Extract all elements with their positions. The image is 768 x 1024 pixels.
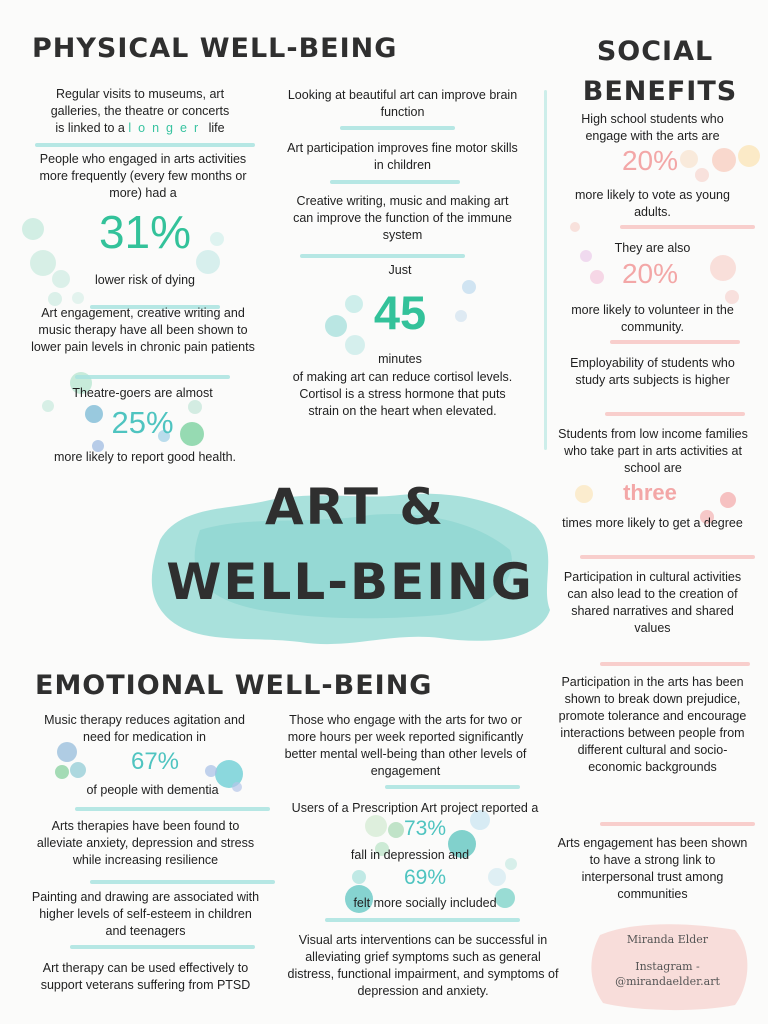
divider-bar [325,918,520,922]
title-line1: ART & [264,478,446,536]
social-heading-line2: BENEFITS [582,76,738,107]
brain-text: Looking at beautiful art can improve brain function [287,88,518,119]
just-text: Just [388,263,412,277]
stat-73: 73% [403,817,447,840]
theatre-text: Theatre-goers are almost [72,386,213,400]
prejudice-text: Participation in the arts has been shown to break down prejudice, promote tolerance and encourage interactions between people from different cultural and socio-economic backgrounds [558,675,747,774]
divider-bar [340,126,455,130]
museums-life: life [208,121,225,135]
minutes-text: minutes [378,352,422,366]
immune-text: Creative writing, music and making art can improve the function of the immune system [293,194,512,242]
emotional-heading: EMOTIONAL WELL-BEING [35,670,433,701]
social-caption: felt more socially included [353,896,497,910]
longer-word: longer [128,121,206,135]
veterans-text: Art therapy can be used effectively to support veterans suffering from PTSD [40,961,251,992]
divider-bar [580,555,755,559]
vote-caption: more likely to vote as young adults. [575,188,730,219]
income-text: Students from low income families who take part in arts activities at school are [558,427,748,475]
grief-text: Visual arts interventions can be successful in alleviating grief symptoms such as general distress, functional impairment, and symptoms of depression and anxiety. [287,933,559,998]
stat-25-caption: more likely to report good health. [53,450,237,464]
stat-67: 67% [130,748,180,775]
physical-heading: PHYSICAL WELL-BEING [32,33,398,64]
title-line2: WELL-BEING [166,553,534,611]
credit-handle[interactable]: @mirandaelder.art [615,975,720,988]
divider-bar [330,180,460,184]
divider-bar [600,662,750,666]
trust-text: Arts engagement has been shown to have a strong link to interpersonal trust among communities [557,836,748,901]
credit-author: Miranda Elder [626,933,709,946]
museums-prefix: Regular visits to museums, art galleries, the theatre or concerts [50,87,230,118]
volunteer-caption: more likely to volunteer in the community. [571,303,734,334]
divider-bar [90,880,275,884]
vote-intro: High school students who engage with the arts are [581,112,724,143]
music-text: Music therapy reduces agitation and need for medication in [44,713,245,744]
museums-is-linked: is linked to a [55,121,125,135]
divider-bar [620,225,755,229]
divider-bar [300,254,465,258]
stat-69: 69% [403,866,447,889]
prescription-text: Users of a Prescription Art project reported a [291,801,539,815]
divider-bar [35,143,255,147]
stat-45: 45 [373,286,427,339]
divider-bar [70,945,255,949]
stat-25: 25% [111,405,174,440]
also-text: They are also [614,241,691,255]
therapies-text: Arts therapies have been found to alleviate anxiety, depression and stress while increasing resilience [36,819,255,867]
narratives-text: Participation in cultural activities can also lead to the creation of shared narratives and shared values [563,570,742,635]
dementia-caption: of people with dementia [86,783,219,797]
employ-text: Employability of students who study arts subjects is higher [570,356,735,387]
motor-text: Art participation improves fine motor skills in children [287,141,518,172]
degree-caption: times more likely to get a degree [562,516,743,530]
credit [590,932,745,989]
stat-volunteer: 20% [621,258,679,289]
museums-text [35,86,245,137]
stat-vote: 20% [621,145,679,176]
two-hours-text: Those who engage with the arts for two or more hours per week reported significantly better mental well-being than other levels of engagement [284,713,527,778]
cortisol-text: of making art can reduce cortisol levels. Cortisol is a stress hormone that puts strain on the heart when elevated. [292,370,513,418]
divider-bar [605,412,745,416]
divider-bar [75,807,270,811]
stat-31-caption: lower risk of dying [94,273,196,287]
divider-bar [600,822,755,826]
divider-bar [75,375,230,379]
divider-bar [610,340,740,344]
stat-three: three [623,480,677,505]
vertical-divider [544,90,547,450]
social-heading-line1: SOCIAL [596,36,714,67]
depression-caption: fall in depression and [350,848,470,862]
painting-text: Painting and drawing are associated with higher levels of self-esteem in children and teenagers [31,890,260,938]
divider-bar [385,785,520,789]
credit-instagram-label: Instagram - [635,960,700,973]
pain-text: Art engagement, creative writing and music therapy have all been shown to lower pain levels in chronic pain patients [31,306,255,354]
frequent-text: People who engaged in arts activities more frequently (every few months or more) had a [39,152,247,200]
stat-31: 31% [98,206,192,258]
